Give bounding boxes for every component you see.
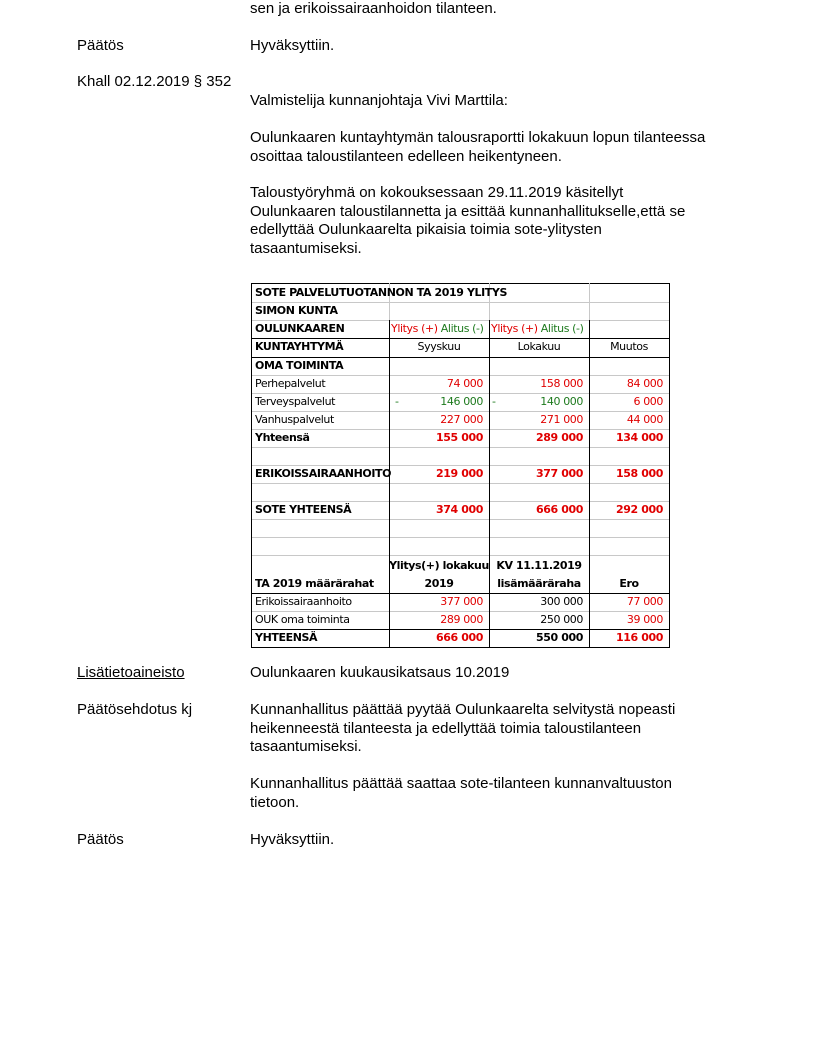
sote-overrun-table: [251, 283, 670, 648]
paragraph-line: osoittaa taloustilanteen edelleen heikentyneen.: [250, 147, 562, 165]
table-org-line1: OULUNKAAREN: [255, 322, 345, 335]
section-text-lisatietoaineisto: Oulunkaaren kuukausikatsaus 10.2019: [250, 664, 510, 681]
section-label-lisatietoaineisto[interactable]: Lisätietoaineisto: [77, 664, 185, 681]
legend-lokakuu: [491, 322, 584, 336]
paragraph-line: edellyttää Oulunkaarelta pikaisia toimia sote-ylitysten: [250, 221, 602, 238]
section-label-khall: Khall 02.12.2019 § 352: [77, 73, 232, 90]
cell-syyskuu: 155 000: [436, 431, 483, 444]
intro-line: sen ja erikoissairaanhoidon tilanteen.: [250, 0, 497, 17]
cell-lokakuu: 140 000: [540, 395, 583, 408]
table-title: SOTE PALVELUTUOTANNON TA 2019 YLITYS: [255, 286, 508, 299]
table-subtitle: SIMON KUNTA: [255, 304, 338, 317]
cell-muutos: 44 000: [626, 413, 663, 426]
preparer-line: Valmistelija kunnanjohtaja Vivi Marttila:: [250, 92, 508, 109]
row-label: YHTEENSÄ: [255, 631, 318, 644]
cell-lokakuu: 271 000: [540, 413, 583, 426]
paragraph-line: tietoon.: [250, 793, 300, 811]
row-label: Vanhuspalvelut: [255, 413, 334, 426]
column-header-syyskuu: Syyskuu: [417, 340, 461, 353]
cell-sign: -: [395, 395, 399, 408]
table2-col3: Ero: [619, 577, 639, 590]
row-label: Perhepalvelut: [255, 377, 326, 390]
row-label: Terveyspalvelut: [255, 395, 336, 408]
cell-lisa: 550 000: [536, 631, 583, 644]
legend-syyskuu: [391, 322, 484, 336]
paragraph-line: heikenneestä tilanteesta ja edellyttää toimia taloustilanteen: [250, 719, 642, 737]
cell-lisa: 250 000: [540, 613, 583, 626]
table-org-line2: KUNTAYHTYMÄ: [255, 340, 344, 353]
cell-syyskuu: 219 000: [436, 467, 483, 480]
table2-col2-line1: KV 11.11.2019: [496, 559, 582, 572]
table2-col1-line2: 2019: [424, 577, 454, 590]
section-label-paatos-final: Päätös: [77, 831, 124, 848]
cell-muutos: 292 000: [616, 503, 663, 516]
cell-ero: 39 000: [626, 613, 663, 626]
table2-col1-line1: Ylitys(+) lokakuu: [389, 559, 489, 572]
legend-alitus: Alitus (-): [540, 322, 584, 335]
section-text-paatos-final: Hyväksyttiin.: [250, 831, 335, 848]
cell-lokakuu: 289 000: [536, 431, 583, 444]
paragraph-line: Oulunkaaren taloustilannetta ja esittää kunnanhallitukselle,että se: [250, 202, 686, 220]
paragraph-line: Kunnanhallitus päättää pyytää Oulunkaarelta selvitystä nopeasti: [250, 701, 676, 718]
cell-muutos: 158 000: [616, 467, 663, 480]
column-header-muutos: Muutos: [610, 340, 648, 353]
cell-syyskuu: 146 000: [440, 395, 483, 408]
section-text-paatos: Hyväksyttiin.: [250, 37, 335, 54]
paragraph-proposal-2: [250, 775, 672, 812]
paragraph-line: Taloustyöryhmä on kokouksessaan 29.11.2019 käsitellyt: [250, 184, 624, 201]
section-label-paatos: Päätös: [77, 37, 124, 54]
cell-syyskuu: 374 000: [436, 503, 483, 516]
column-header-lokakuu: Lokakuu: [517, 340, 561, 353]
cell-lokakuu: 377 000: [536, 467, 583, 480]
legend-ylitys: Ylitys (+): [391, 322, 438, 335]
cell-syyskuu: 74 000: [446, 377, 483, 390]
cell-ero: 77 000: [626, 595, 663, 608]
row-label: ERIKOISSAIRAANHOITO: [255, 467, 392, 480]
table2-col2-line2: lisämääräraha: [497, 577, 581, 590]
table2-label: TA 2019 määrärahat: [255, 577, 374, 590]
cell-ero: 116 000: [616, 631, 663, 644]
paragraph-line: tasaantumiseksi.: [250, 239, 362, 257]
paragraph-proposal: [250, 701, 675, 757]
cell-muutos: 84 000: [626, 377, 663, 390]
cell-ylitys: 289 000: [440, 613, 483, 626]
paragraph-line: Oulunkaaren kuntayhtymän talousraportti lokakuun lopun tilanteessa: [250, 129, 706, 146]
cell-lokakuu: 666 000: [536, 503, 583, 516]
cell-syyskuu: 227 000: [440, 413, 483, 426]
cell-muutos: 6 000: [633, 395, 663, 408]
row-label: Yhteensä: [255, 431, 310, 444]
paragraph-working-group: [250, 184, 685, 258]
row-label: SOTE YHTEENSÄ: [255, 503, 352, 516]
row-label: Erikoissairaanhoito: [255, 595, 352, 608]
paragraph-report: [250, 129, 705, 166]
paragraph-line: Kunnanhallitus päättää saattaa sote-tilanteen kunnanvaltuuston: [250, 775, 672, 792]
cell-lisa: 300 000: [540, 595, 583, 608]
cell-ylitys: 377 000: [440, 595, 483, 608]
cell-muutos: 134 000: [616, 431, 663, 444]
legend-ylitys: Ylitys (+): [491, 322, 538, 335]
row-label: OUK oma toiminta: [255, 613, 350, 626]
cell-sign: -: [492, 395, 496, 408]
legend-alitus: Alitus (-): [440, 322, 484, 335]
section-label-paatosehdotus: Päätösehdotus kj: [77, 701, 193, 718]
cell-ylitys: 666 000: [436, 631, 483, 644]
paragraph-line: tasaantumiseksi.: [250, 738, 362, 755]
section-oma-toiminta: OMA TOIMINTA: [255, 359, 344, 372]
cell-lokakuu: 158 000: [540, 377, 583, 390]
